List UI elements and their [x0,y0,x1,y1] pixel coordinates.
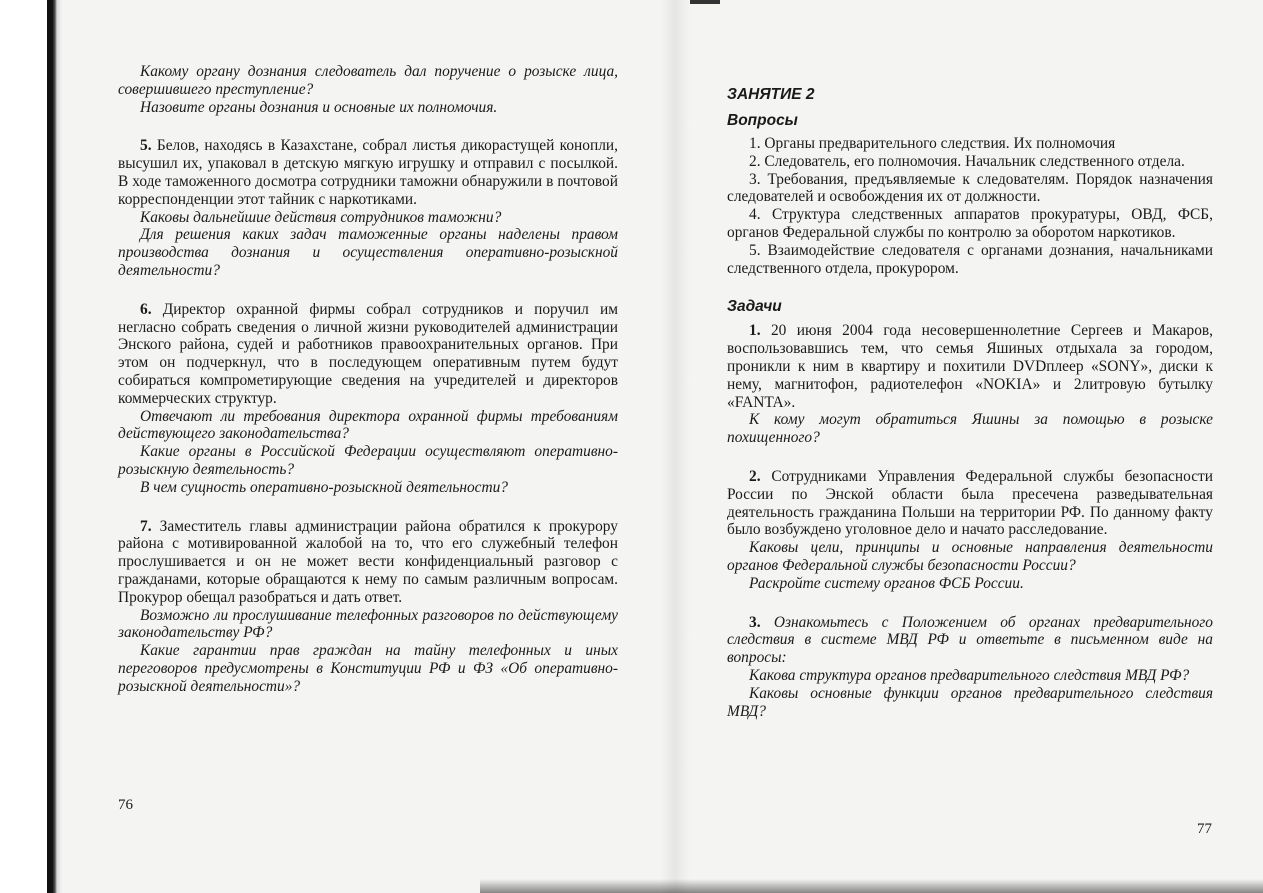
gutter-shadow [660,0,690,893]
lesson-title: ЗАНЯТИЕ 2 [727,86,815,103]
bottom-scan-shadow [480,879,1263,893]
task-text: Директор охранной фирмы собрал сотрудников и поручил им негласно собрать сведения о личной жизни руководителей администрации Энского района, судей и работников правоохранительных органов. При этом он подчеркнул, что в последующем оперативным путем будут собираться компрометирующие сведения на учредителей и директоров коммерческих структур. [118,300,618,407]
task-text: 20 июня 2004 года несовершеннолетние Сергеев и Макаров, воспользовавшись тем, что семья Яшиных отдыхала за городом, проникли к ним в квартиру и похитили DVDплеер «SONY», диски к нему, магнитофон, радиотелефон «NOKIA» и 2литровую бутылку «FANTA». [727,322,1213,411]
task-text: Белов, находясь в Казахстане, собрал листья дикорастущей конопли, высушил их, упаковал в детскую мягкую игрушку и отправил с посылкой. В ходе таможенного досмотра сотрудники таможни обнаружили в почтовой корреспонденции этот тайник с наркотиками. [118,137,618,208]
task-text: Ознакомьтесь с Положением об органах предварительного следствия в системе МВД РФ и ответьте в письменном виде на вопросы: [727,613,1213,667]
task-question: Раскройте систему органов ФСБ России. [749,574,1024,592]
left-page-text [118,63,618,696]
scan-smudge [690,0,720,4]
task-number: 2. [749,467,761,485]
question-item: 5. Взаимодействие следователя с органами дознания, начальниками следственного отдела, прокурором. [727,241,1213,277]
question-item: 2. Следователь, его полномочия. Начальник следственного отдела. [749,152,1185,170]
questions-heading: Вопросы [727,112,798,129]
question-item: 4. Структура следственных аппаратов прокуратуры, ОВД, ФСБ, органов Федеральной службы по контролю за оборотом наркотиков. [727,206,1213,241]
task-text: Сотрудниками Управления Федеральной службы безопасности России по Энской области была пресечена разведывательная деятельность гражданина Польши на территории РФ. По данному факту было возбуждено уголовное дело и начато расследование. [727,467,1213,539]
task-number: 6. [140,300,152,318]
book-binding-line [47,0,53,893]
task-text: Заместитель главы администрации района обратился к прокурору района с мотивированной жалобой на то, что его служебный телефон прослушивается и он не может вести конфиденциальный разговор с гражданами, которые обращаются к нему по самым различным вопросам. Прокурор обещал разобраться и дать ответ. [118,517,618,606]
task-question: Какова структура органов предварительного следствия МВД РФ? [749,666,1190,684]
task-number: 3. [749,613,761,631]
intro-question: Назовите органы дознания и основные их полномочия. [140,98,498,116]
task-5 [118,137,618,208]
task-question: Для решения каких задач таможенные органы наделены правом производства дознания и осуществления оперативно-розыскной деятельности? [118,226,618,279]
task-7 [118,518,618,607]
task-question: Каковы дальнейшие действия сотрудников таможни? [140,208,502,226]
task-question: В чем сущность оперативно-розыскной деятельности? [140,478,508,496]
tasks-heading: Задачи [727,298,782,316]
task-question: Каковы основные функции органов предварительного следствия МВД? [727,684,1213,720]
task-question: Какие гарантии прав граждан на тайну телефонных и иных переговоров предусмотрены в Конституции РФ и ФЗ «Об оперативно-розыскной деятельности»? [118,642,618,695]
task-3 [727,614,1213,667]
page-number-right: 77 [1197,821,1212,837]
task-1 [727,322,1213,411]
task-6 [118,301,618,408]
task-number: 7. [140,517,152,535]
task-question: К кому могут обратиться Яшины за помощью в розыске похищенного? [727,411,1213,447]
intro-question: Какому органу дознания следователь дал поручение о розыске лица, совершившего преступление? [118,63,618,98]
right-page-text [727,85,1213,720]
task-number: 1. [749,322,761,340]
task-question: Отвечают ли требования директора охранной фирмы требованиям действующего законодательства? [118,407,618,443]
task-question: Возможно ли прослушивание телефонных разговоров по действующему законодательству РФ? [118,606,618,642]
page-number-left: 76 [118,797,133,813]
question-item: 1. Органы предварительного следствия. Их полномочия [749,135,1116,152]
question-item: 3. Требования, предъявляемые к следователям. Порядок назначения следователей и освобождения их от должности. [727,170,1213,206]
task-question: Какие органы в Российской Федерации осуществляют оперативно-розыскную деятельность? [118,443,618,478]
task-number: 5. [140,137,152,155]
task-question: Каковы цели, принципы и основные направления деятельности органов Федеральной службы безопасности России? [727,539,1213,574]
task-2 [727,468,1213,539]
